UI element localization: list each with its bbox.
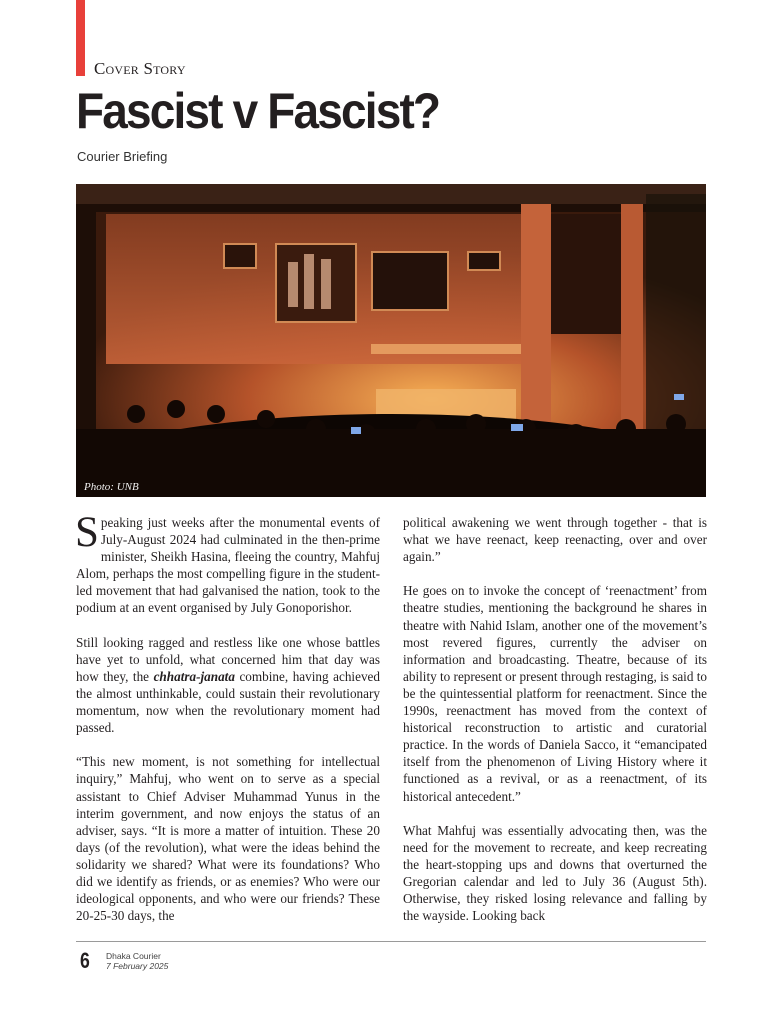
article-photo: [76, 184, 706, 497]
drop-cap: S: [75, 509, 99, 556]
article-title: Fascist v Fascist?: [76, 83, 440, 139]
publication-name: Dhaka Courier: [106, 951, 161, 961]
paragraph: He goes on to invoke the concept of ‘reenactment’ from theatre studies, mentioning the background he shares in theatre with Nahid Islam, another one of the movement’s most revered figures, currently the adviser on information and broadcasting. Theatre, because of its ability to represent or present through restaging, is said to be the quintessential platform for reenactment. Since the 1990s, reenactment has moved from the context of historical reconstruction to artistic and curatorial practice. In the words of Daniela Sacco, it “emancipated itself from the phenomenon of Living History where it functioned as a revival, or as a reenactment, of its historical antecedent.”: [403, 583, 707, 804]
paragraph: political awakening we went through together - that is what we have reenact, keep reenacting, over and over again.”: [403, 515, 707, 565]
paragraph: [76, 634, 380, 737]
paragraph-text: Still looking ragged and restless like one whose battles have yet to unfold, what concerned him that day was how they, the: [76, 634, 380, 684]
publication-info: [106, 951, 168, 971]
article-column-1: [75, 509, 380, 941]
publication-date: 7 February 2025: [106, 961, 169, 971]
paragraph-text: combine, having achieved the almost unthinkable, could sustain their revolutionary momentum, now when the revolutionary moment had passed.: [76, 668, 380, 736]
paragraph: “This new moment, is not something for intellectual inquiry,” Mahfuj, who went on to serve as a special assistant to Chief Adviser Muhammad Yunus in the interim government, and now enjoys the status of an adviser, says. “It is more a matter of intuition. These 20 days (of the revolution), what were the ideas behind the solidarity we shared? What were its foundations? Who did we identify as friends, or as enemies? Who were our ideological opponents, and who were our friends? These 20-25-30 days, the: [76, 754, 380, 924]
page-number: 6: [80, 948, 90, 973]
section-label: Cover Story: [94, 59, 186, 78]
photo-illustration: [76, 184, 706, 497]
footer-divider: [76, 941, 706, 942]
byline: Courier Briefing: [77, 149, 168, 164]
paragraph-text: peaking just weeks after the monumental events of July-August 2024 had culminated in the then-prime minister, Sheikh Hasina, fleeing the country, Mahfuj Alom, perhaps the most compelling figure in the student-led movement that had galvanised the nation, took to the podium at an event organised by July Gonoporishor.: [76, 515, 380, 616]
section-accent-bar: [76, 0, 85, 76]
paragraph: [75, 509, 380, 617]
article-column-2: [403, 514, 707, 941]
emphasis-term: chhatra-janata: [153, 668, 235, 684]
photo-credit: Photo: UNB: [84, 481, 139, 493]
paragraph: What Mahfuj was essentially advocating then, was the need for the movement to recreate, and keep recreating the heart-stopping ups and downs that overturned the Gregorian calendar and led to July 36 (August 5th). Otherwise, they risked losing relevance and falling by the wayside. Looking back: [403, 822, 707, 924]
